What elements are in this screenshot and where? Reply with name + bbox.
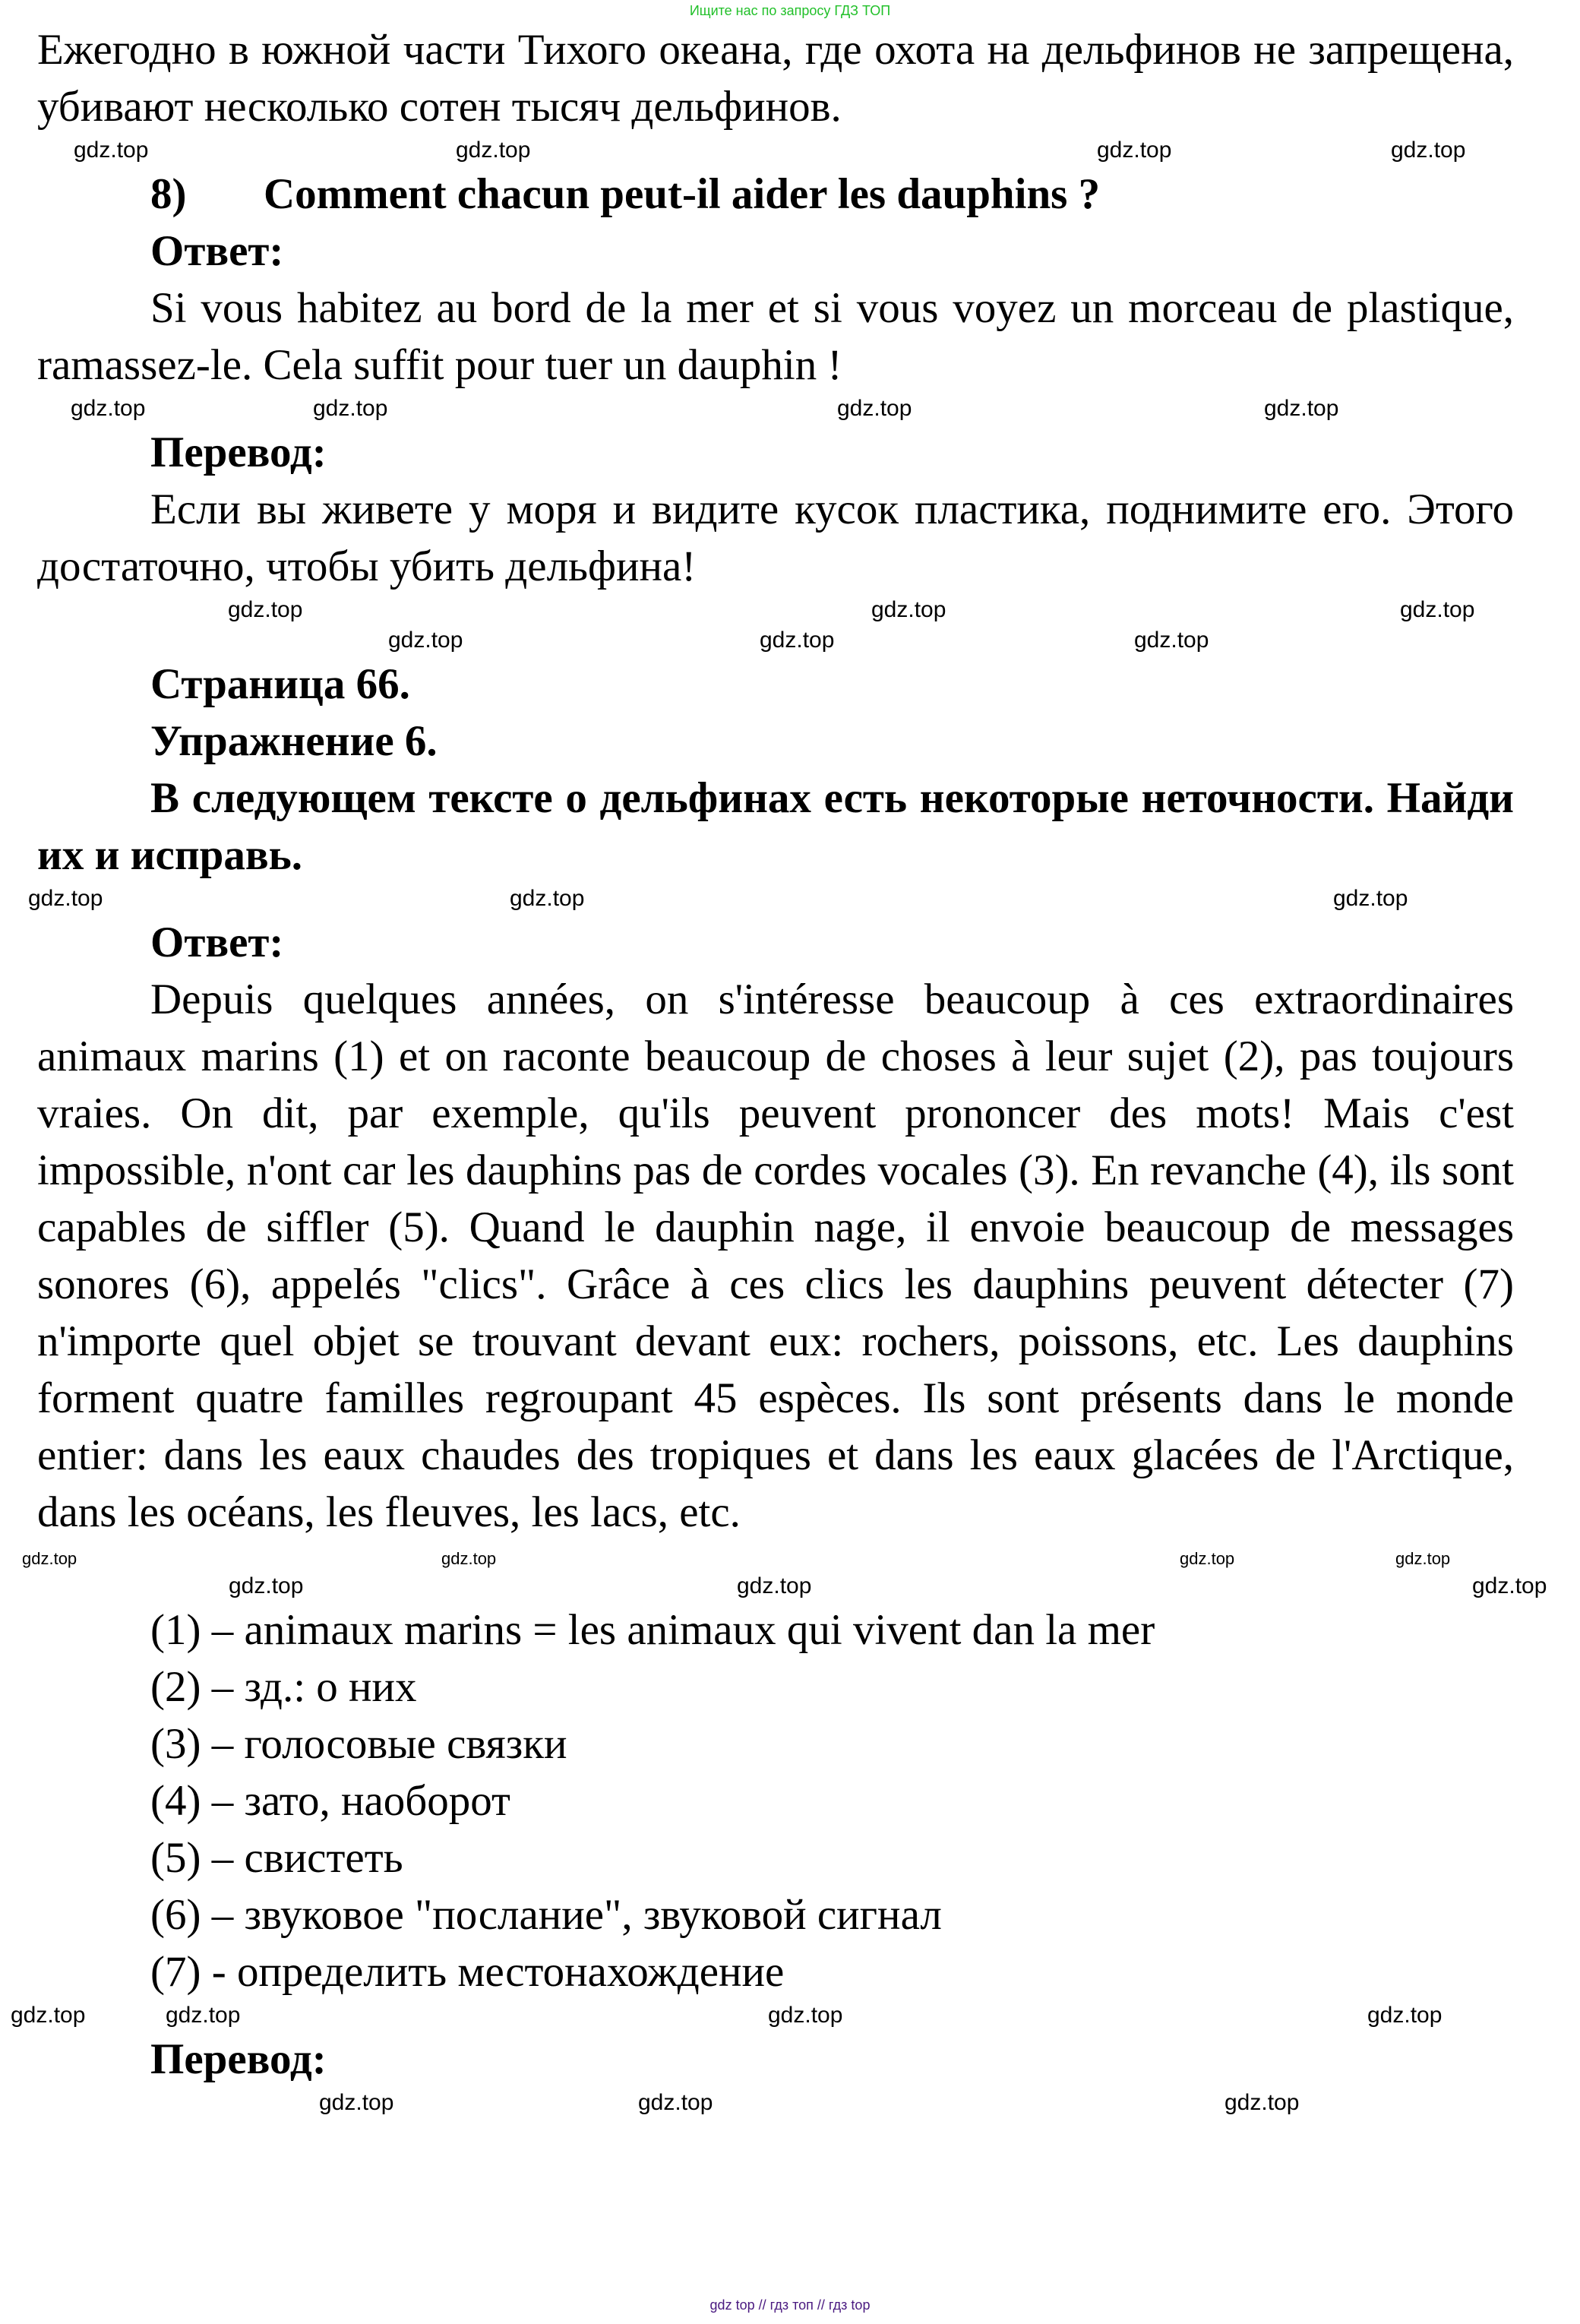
watermark: gdz.top [166, 2003, 241, 2028]
watermark: gdz.top [1400, 597, 1475, 622]
watermark: gdz.top [737, 1573, 812, 1598]
answer-label: Ответ: [150, 227, 284, 275]
glossary-item: (5) – свистеть [150, 1834, 403, 1882]
watermark: gdz.top [22, 1549, 77, 1568]
watermark-row [0, 135, 1580, 166]
watermark: gdz.top [638, 2090, 713, 2115]
watermark: gdz.top [510, 886, 585, 911]
watermark: gdz.top [1395, 1549, 1451, 1568]
watermark: gdz.top [319, 2090, 394, 2115]
question-text: Comment chacun peut-il aider les dauphins ? [264, 170, 1101, 218]
watermark: gdz.top [1472, 1573, 1547, 1598]
glossary-item: (2) – зд.: о них [150, 1663, 417, 1711]
paragraph-dolphin-hunting: Ежегодно в южной части Тихого океана, где охота на дельфинов не запрещена, убивают несколько сотен тысяч дельфинов. [37, 26, 1514, 131]
glossary-item: (4) – зато, наоборот [150, 1777, 510, 1825]
header-banner[interactable]: Ищите нас по запросу ГДЗ ТОП [689, 3, 891, 18]
answer-text-2: Depuis quelques années, on s'intéresse beaucoup à ces extraordinaires animaux marins (1) et on raconte beaucoup de choses à leur sujet (2), pas toujours vraies. On dit, par exemple, qu'ils peuvent prononcer des mots! Mais c'est impossible, n'ont car les dauphins pas de cordes vocales (3). En revanche (4), ils sont capables de siffler (5). Quand le dauphin nage, il envoie beaucoup de messages sonores (6), appelés "clics". Grâce à ces clics les dauphins peuvent détecter (7) n'importe quel objet se trouvant devant eux: rochers, poissons, etc. Les dauphins forment quatre familles regroupant 45 espèces. Ils sont présents dans le monde entier: dans les eaux chaudes des tropiques et dans les eaux glacées de l'Arctique, dans les océans, les fleuves, les lacs, etc. [37, 975, 1514, 1536]
watermark-row [0, 1571, 1580, 1602]
watermark-row [0, 2088, 1580, 2118]
watermark: gdz.top [1097, 138, 1172, 163]
translation-label-2: Перевод: [150, 2035, 327, 2083]
page-heading: Страница 66. [150, 660, 410, 708]
watermark: gdz.top [11, 2003, 86, 2028]
watermark: gdz.top [1134, 628, 1209, 653]
answer-text: Si vous habitez au bord de la mer et si vous voyez un morceau de plastique, ramassez-le. Cela suffit pour tuer un dauphin ! [37, 284, 1514, 389]
watermark-row [0, 595, 1580, 625]
glossary-item: (1) – animaux marins = les animaux qui vivent dan la mer [150, 1606, 1155, 1654]
watermark: gdz.top [837, 396, 912, 421]
answer-label-2: Ответ: [150, 919, 284, 966]
exercise-heading: Упражнение 6. [150, 717, 438, 765]
watermark: gdz.top [71, 396, 146, 421]
watermark: gdz.top [1367, 2003, 1443, 2028]
watermark: gdz.top [760, 628, 835, 653]
watermark-row [0, 625, 1580, 656]
watermark: gdz.top [229, 1573, 304, 1598]
translation-text: Если вы живете у моря и видите кусок пластика, поднимите его. Этого достаточно, чтобы убить дельфина! [37, 485, 1514, 590]
watermark-row [0, 1541, 1580, 1571]
translation-label: Перевод: [150, 428, 327, 476]
watermark: gdz.top [768, 2003, 843, 2028]
watermark-row [0, 394, 1580, 424]
watermark: gdz.top [74, 138, 149, 163]
watermark: gdz.top [228, 597, 303, 622]
watermark: gdz.top [1391, 138, 1466, 163]
watermark: gdz.top [1224, 2090, 1300, 2115]
task-text: В следующем тексте о дельфинах есть некоторые неточности. Найди их и исправь. [37, 774, 1514, 879]
glossary-item: (6) – звуковое "послание", звуковой сигнал [150, 1891, 942, 1939]
document-body [0, 21, 1580, 2118]
watermark: gdz.top [313, 396, 388, 421]
watermark: gdz.top [1333, 886, 1408, 911]
watermark: gdz.top [441, 1549, 497, 1568]
glossary-list [150, 1602, 1514, 2000]
watermark: gdz.top [871, 597, 946, 622]
watermark: gdz.top [1264, 396, 1339, 421]
question-number: 8) [150, 170, 187, 218]
footer-banner[interactable]: gdz top // гдз топ // гдз top [709, 2297, 871, 2313]
watermark: gdz.top [1180, 1549, 1235, 1568]
watermark-row [0, 2000, 1580, 2031]
glossary-item: (7) - определить местонахождение [150, 1948, 785, 1996]
watermark: gdz.top [28, 886, 103, 911]
watermark-row [0, 884, 1580, 914]
watermark: gdz.top [388, 628, 463, 653]
watermark: gdz.top [456, 138, 531, 163]
question-8 [150, 166, 1514, 223]
glossary-item: (3) – голосовые связки [150, 1720, 567, 1768]
